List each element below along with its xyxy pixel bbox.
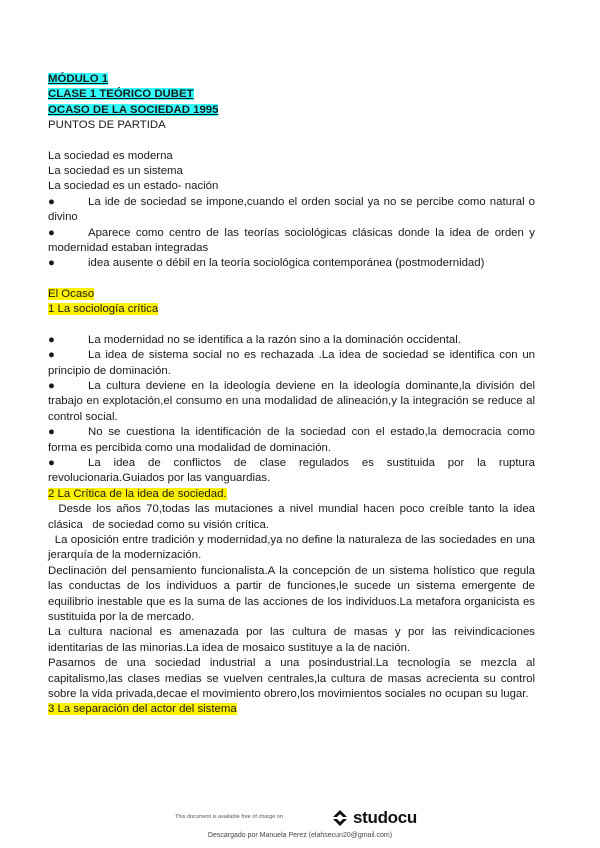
list-item: ● La cultura deviene en la ideología deviene en la ideología dominante,la división del trabajo en explotación,el consumo en una modalidad de alineación,y la integración se reduce al control social. — [48, 379, 535, 423]
document-body — [48, 72, 539, 718]
section-1-title: 1 La sociología crítica — [48, 303, 159, 316]
paragraph: Declinación del pensamiento funcionalista.A la concepción de un sistema holístico que regula las conductas de los individuos a partir de funciones,le sucede un sistema emergente de equilibrio inestable que es la suma de las acciones de los individuos.La metafora organicista es sustituida por la de mercado. — [48, 564, 535, 623]
intro-line: La sociedad es moderna — [48, 149, 173, 162]
list-item: ● Aparece como centro de las teorías sociológicas clásicas donde la idea de orden y modernidad estaban integradas — [48, 226, 535, 255]
paragraph: La cultura nacional es amenazada por las cultura de masas y por las reivindicaciones identitarias de las minorias.La idea de mosaico sustituye a la de nación. — [48, 626, 535, 654]
section-3-title: 3 La separación del actor del sistema — [48, 703, 237, 716]
studocu-icon — [330, 808, 350, 828]
bullet-icon: ● — [48, 349, 55, 362]
bullet-icon: ● — [48, 379, 55, 392]
paragraph: La oposición entre tradición y modernidad,ya no define la naturaleza de las sociedades en una jerarquía de la modernización. — [48, 533, 539, 562]
intro-line: La sociedad es un sistema — [48, 165, 183, 178]
list-item: ● La idea de sistema social no es rechazada .La idea de sociedad se identifica con un principio de dominación. — [48, 349, 535, 377]
bullet-icon: ● — [48, 257, 55, 270]
ocaso-heading: OCASO DE LA SOCIEDAD 1995 — [48, 103, 219, 116]
list-item: ● La ide de sociedad se impone,cuando el orden social ya no se percibe como natural o divino — [48, 195, 535, 224]
paragraph: Desde los años 70,todas las mutaciones a nivel mundial hacen poco creíble tanto la idea clásica de sociedad como su visión crítica. — [48, 503, 539, 531]
section-2-title: 2 La Crítica de la idea de sociedad. — [48, 487, 227, 500]
list-item: ● No se cuestiona la identificación de la sociedad con el estado,la democracia como forma es percibida como una modalidad de dominación. — [48, 426, 535, 454]
studocu-logo[interactable] — [330, 808, 417, 828]
list-item: ● idea ausente o débil en la teoría sociológica contemporánea (postmodernidad) — [48, 256, 535, 271]
bullet-icon: ● — [48, 226, 55, 239]
brand-name: studocu — [353, 808, 418, 827]
bullet-icon: ● — [48, 426, 55, 439]
paragraph: Pasamos de una sociedad industrial a una posindustrial.La tecnología se mezcla al capitalismo,las clases medias se vuelven centrales,la cultura de masas acrecienta su control sobre la vida privada,decae el movimiento obrero,los movimientos sociales no ocupan su lugar. — [48, 657, 535, 701]
module-heading: MÓDULO 1 — [48, 73, 109, 85]
bullet-icon: ● — [48, 195, 55, 208]
available-text: This document is available free of charge on — [175, 814, 283, 820]
bullet-icon: ● — [48, 456, 55, 469]
list-item: ● La idea de conflictos de clase regulados es sustituida por la ruptura revolucionaria.Guiados por las vanguardias. — [48, 456, 535, 485]
class-heading: CLASE 1 TEÓRICO DUBET — [48, 88, 194, 101]
list-item: ● La modernidad no se identifica a la razón sino a la dominación occidental. — [48, 333, 535, 348]
puntos-heading: PUNTOS DE PARTIDA — [48, 119, 166, 132]
ocaso-title: El Ocaso — [48, 287, 95, 300]
download-info: Descargado por Manuela Perez (elahsecun20@gmail.com) — [207, 832, 393, 839]
bullet-icon: ● — [48, 333, 55, 346]
intro-line: La sociedad es un estado- nación — [48, 180, 219, 193]
